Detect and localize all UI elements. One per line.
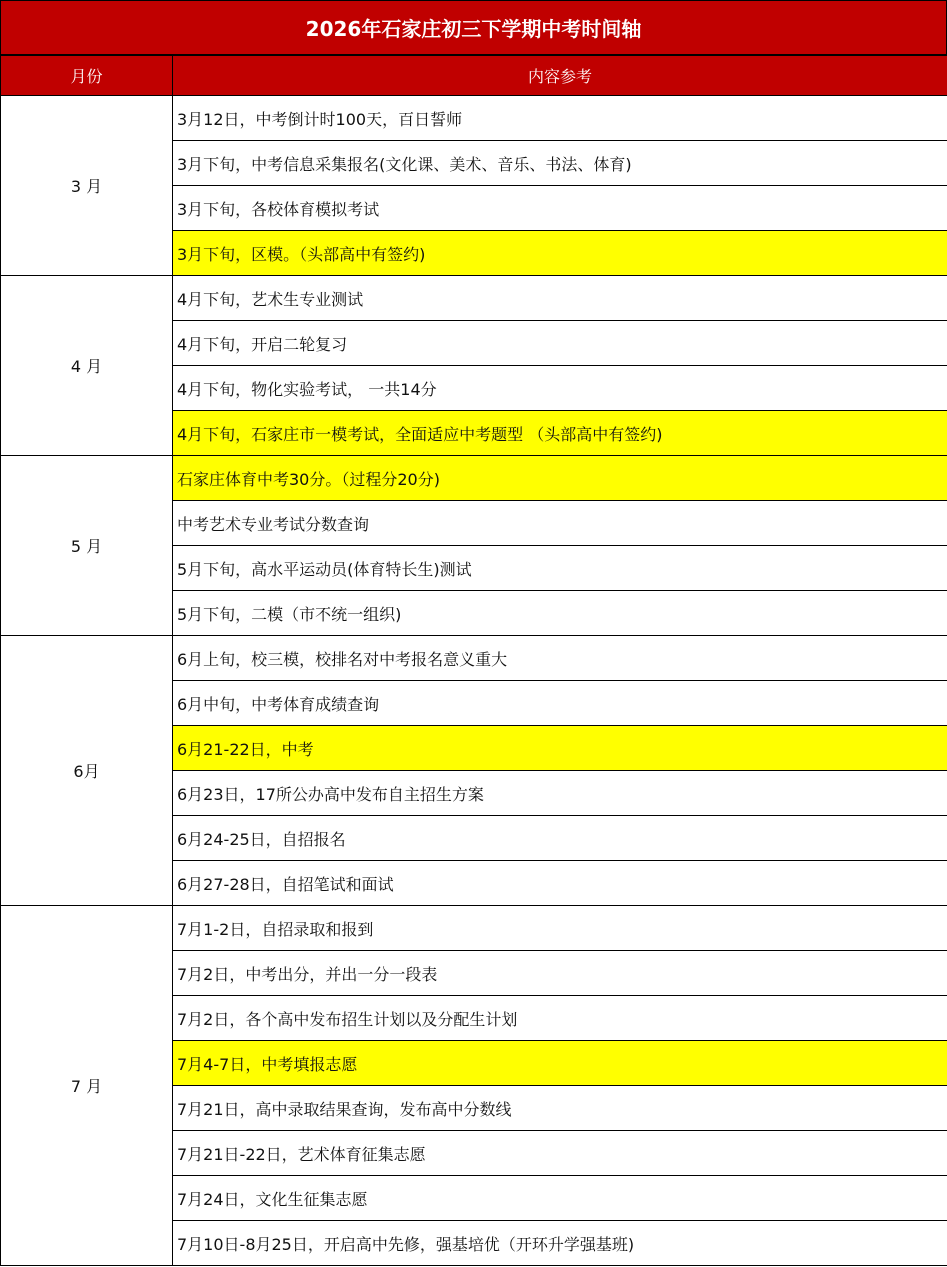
month-label: 6月	[1, 636, 173, 906]
month-label: 4 月	[1, 276, 173, 456]
event-cell: 4月下旬，艺术生专业测试	[173, 276, 947, 321]
timeline-body	[1, 96, 947, 1266]
event-cell-highlighted: 6月21-22日，中考	[173, 726, 947, 771]
event-cell: 3月下旬，中考信息采集报名(文化课、美术、音乐、书法、体育)	[173, 141, 947, 186]
event-cell: 中考艺术专业考试分数查询	[173, 501, 947, 546]
table-row	[1, 276, 947, 321]
event-cell: 7月21日-22日，艺术体育征集志愿	[173, 1131, 947, 1176]
event-cell: 4月下旬，物化实验考试， 一共14分	[173, 366, 947, 411]
event-cell: 3月下旬，各校体育模拟考试	[173, 186, 947, 231]
event-cell: 6月23日，17所公办高中发布自主招生方案	[173, 771, 947, 816]
month-label: 7 月	[1, 906, 173, 1266]
content-column-header: 内容参考	[173, 56, 947, 96]
event-cell: 7月2日，各个高中发布招生计划以及分配生计划	[173, 996, 947, 1041]
event-cell: 6月上旬，校三模，校排名对中考报名意义重大	[173, 636, 947, 681]
event-cell-highlighted: 4月下旬，石家庄市一模考试，全面适应中考题型 （头部高中有签约)	[173, 411, 947, 456]
table-row	[1, 456, 947, 501]
event-cell-highlighted: 石家庄体育中考30分。（过程分20分)	[173, 456, 947, 501]
event-cell: 7月2日，中考出分，并出一分一段表	[173, 951, 947, 996]
timeline-table	[0, 55, 947, 1266]
event-cell: 5月下旬，二模（市不统一组织)	[173, 591, 947, 636]
event-cell: 6月中旬，中考体育成绩查询	[173, 681, 947, 726]
event-cell: 6月24-25日，自招报名	[173, 816, 947, 861]
event-cell: 7月10日-8月25日，开启高中先修，强基培优（开环升学强基班)	[173, 1221, 947, 1266]
event-cell-highlighted: 3月下旬，区模。（头部高中有签约)	[173, 231, 947, 276]
event-cell-highlighted: 7月4-7日，中考填报志愿	[173, 1041, 947, 1086]
month-column-header: 月份	[1, 56, 173, 96]
table-row	[1, 906, 947, 951]
event-cell: 4月下旬，开启二轮复习	[173, 321, 947, 366]
event-cell: 7月21日，高中录取结果查询，发布高中分数线	[173, 1086, 947, 1131]
event-cell: 3月12日，中考倒计时100天，百日誓师	[173, 96, 947, 141]
table-row	[1, 96, 947, 141]
page-title: 2026年石家庄初三下学期中考时间轴	[0, 0, 947, 55]
month-label: 3 月	[1, 96, 173, 276]
event-cell: 7月24日，文化生征集志愿	[173, 1176, 947, 1221]
event-cell: 7月1-2日，自招录取和报到	[173, 906, 947, 951]
table-header-row	[1, 56, 947, 96]
month-label: 5 月	[1, 456, 173, 636]
event-cell: 6月27-28日，自招笔试和面试	[173, 861, 947, 906]
table-row	[1, 636, 947, 681]
event-cell: 5月下旬，高水平运动员(体育特长生)测试	[173, 546, 947, 591]
